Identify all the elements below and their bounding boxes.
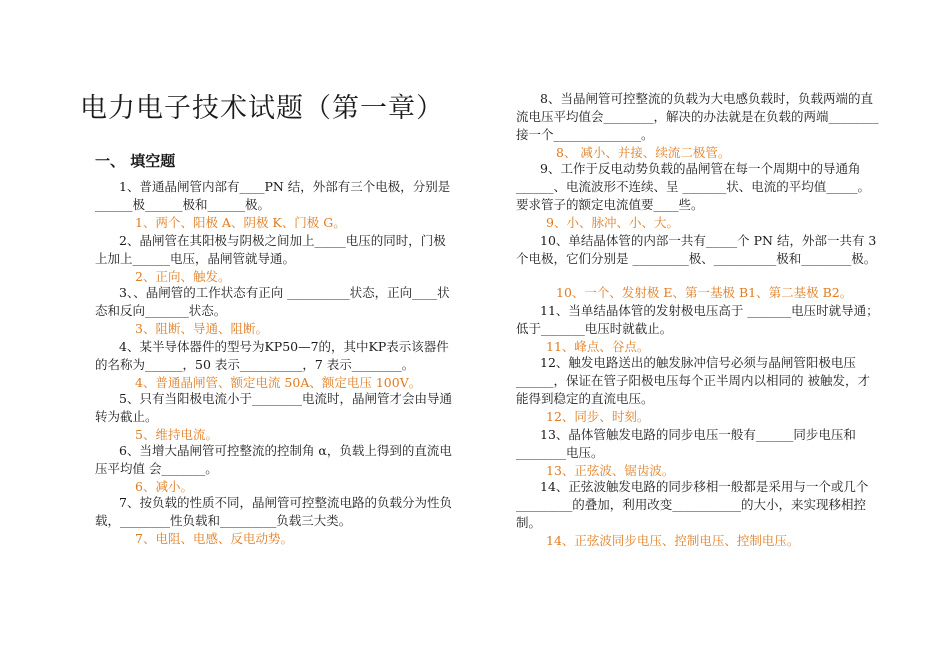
question-2: 2、晶闸管在其阳极与阴极之间加上_____电压的同时，门极上加上______电压，晶闸管就导通。 — [95, 233, 446, 266]
document-title: 电力电子技术试题（第一章） — [80, 93, 444, 124]
question-13: 13、晶体管触发电路的同步电压一般有______同步电压和________电压。 — [516, 427, 856, 460]
question-12: 12、触发电路送出的触发脉冲信号必须与晶闸管阳极电压______，保证在管子阳极电压每个正半周内以相同的 被触发，才能得到稳定的直流电压。 — [516, 355, 870, 406]
answer-6: 6、减小。 — [135, 479, 193, 494]
answer-10: 10、一个、发射极 E、第一基极 B1、第二基极 B2。 — [556, 285, 853, 300]
question-8: 8、当晶闸管可控整流的负载为大电感负载时，负载两端的直流电压平均值会________，解决的办法就是在负载的两端________接一个______________。 — [516, 91, 879, 142]
question-10: 10、单结晶体管的内部一共有_____个 PN 结，外部一共有 3 个电极，它们分别是 _________极、__________极和________极。 — [516, 233, 877, 266]
question-9: 9、工作于反电动势负载的晶闸管在每一个周期中的导通角______、电流波形不连续、呈 _______状、电流的平均值_____。要求管子的额定电流值要____些。 — [516, 161, 870, 212]
section-heading: 一、 填空题 — [95, 152, 176, 170]
answer-7: 7、电阻、电感、反电动势。 — [135, 531, 293, 546]
answer-11: 11、峰点、谷点。 — [546, 339, 650, 354]
question-11: 11、当单结晶体管的发射极电压高于 _______电压时就导通；低于_______电压时就截止。 — [516, 303, 879, 336]
answer-14: 14、正弦波同步电压、控制电压、控制电压。 — [546, 533, 800, 548]
question-6: 6、当增大晶闸管可控整流的控制角 α，负载上得到的直流电压平均值 会_______。 — [95, 443, 452, 476]
answer-4: 4、普通晶闸管、额定电流 50A、额定电压 100V。 — [135, 375, 422, 390]
question-4: 4、某半导体器件的型号为KP50—7的，其中KP表示该器件的名称为______，50 表示__________，7 表示________。 — [95, 339, 449, 372]
answer-9: 9、小、脉冲、小、大。 — [546, 215, 679, 230]
answer-8: 8、 减小、并接、续流二极管。 — [556, 145, 731, 160]
answer-2: 2、正向、触发。 — [135, 269, 231, 284]
answer-5: 5、维持电流。 — [135, 427, 218, 442]
answer-12: 12、同步、时刻。 — [546, 409, 650, 424]
answer-13: 13、正弦波、锯齿波。 — [546, 463, 675, 478]
question-14: 14、正弦波触发电路的同步移相一般都是采用与一个或几个_________的叠加，利用改变___________的大小，来实现移相控制。 — [516, 479, 869, 530]
answer-3: 3、阻断、导通、阻断。 — [135, 321, 268, 336]
question-5: 5、只有当阳极电流小于________电流时，晶闸管才会由导通转为截止。 — [95, 391, 452, 424]
question-7: 7、按负载的性质不同，晶闸管可控整流电路的负载分为性负载，________性负载和_________负载三大类。 — [95, 495, 452, 528]
question-1: 1、普通晶闸管内部有____PN 结，外部有三个电极，分别是______极______极和______极。 — [95, 179, 451, 212]
question-3: 3、、晶闸管的工作状态有正向 __________状态，正向____状态和反向_______状态。 — [95, 285, 450, 318]
answer-1: 1、两个、阳极 A、阴极 K、门极 G。 — [135, 215, 346, 230]
